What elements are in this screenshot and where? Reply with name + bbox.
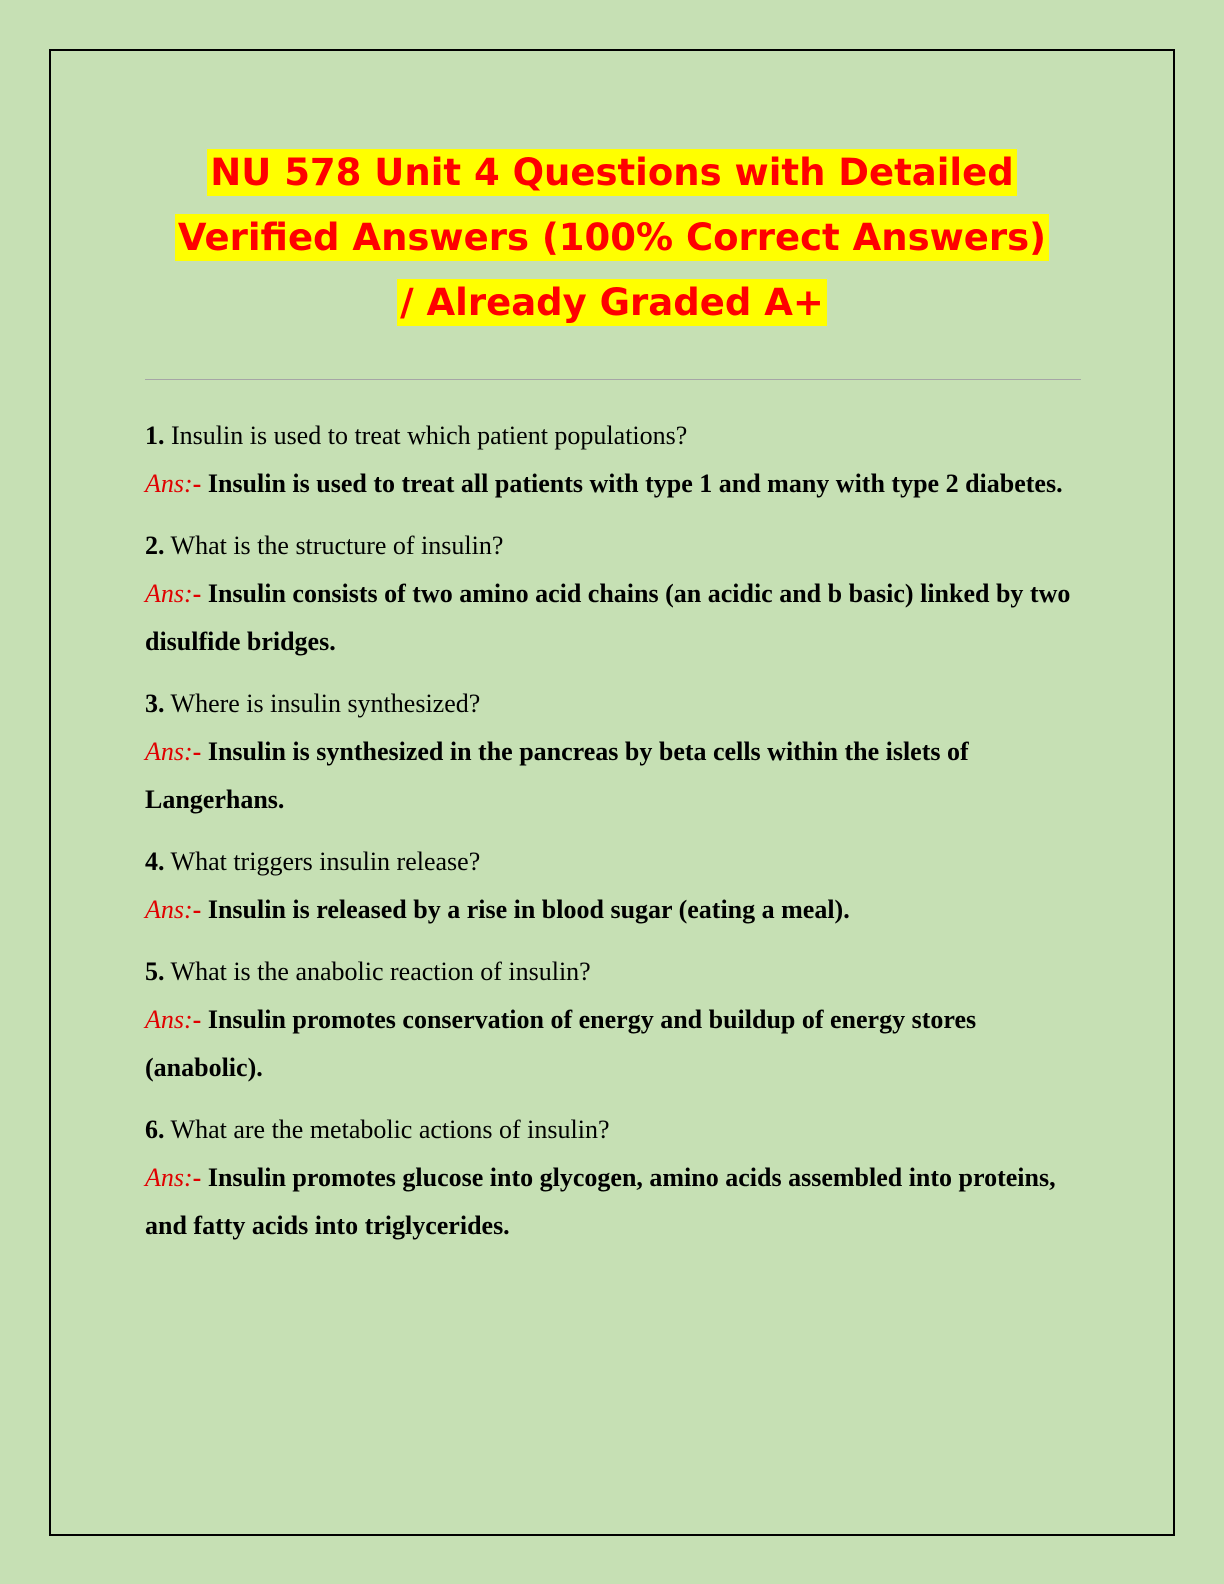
qa-list <box>145 412 1075 1264</box>
answer-text: Insulin consists of two amino acid chains (an acidic and b basic) linked by two disulfide bridges. <box>145 579 1071 656</box>
answer-prefix: Ans: <box>145 469 193 498</box>
title-divider <box>145 379 1081 380</box>
answer-dash: - <box>192 1163 208 1192</box>
answer-dash: - <box>192 737 208 766</box>
question <box>145 522 1075 570</box>
answer <box>145 996 1075 1092</box>
qa-item-6 <box>145 1106 1075 1250</box>
question-text: What is the structure of insulin? <box>164 531 504 560</box>
question <box>145 412 1075 460</box>
qa-item-4 <box>145 838 1075 934</box>
answer-prefix: Ans: <box>145 737 193 766</box>
question-number: 3. <box>145 689 165 718</box>
question <box>145 838 1075 886</box>
answer-dash: - <box>192 895 208 924</box>
answer-prefix: Ans: <box>145 1163 193 1192</box>
question <box>145 1106 1075 1154</box>
answer <box>145 886 1075 934</box>
document-title <box>100 140 1124 335</box>
title-line-3: / Already Graded A+ <box>397 279 827 326</box>
question-number: 1. <box>145 421 165 450</box>
question-number: 5. <box>145 957 165 986</box>
qa-item-2 <box>145 522 1075 666</box>
answer-text: Insulin is synthesized in the pancreas by beta cells within the islets of Langerhans. <box>145 737 969 814</box>
answer <box>145 1154 1075 1250</box>
title-line-1: NU 578 Unit 4 Questions with Detailed <box>207 149 1016 196</box>
answer <box>145 728 1075 824</box>
answer-prefix: Ans: <box>145 1005 193 1034</box>
answer-text: Insulin is released by a rise in blood sugar (eating a meal). <box>207 895 850 924</box>
question-text: What are the metabolic actions of insulin? <box>164 1115 610 1144</box>
question-number: 4. <box>145 847 165 876</box>
qa-item-1 <box>145 412 1075 508</box>
answer-prefix: Ans: <box>145 895 193 924</box>
answer-text: Insulin promotes conservation of energy and buildup of energy stores (anabolic). <box>145 1005 977 1082</box>
answer-text: Insulin promotes glucose into glycogen, amino acids assembled into proteins, and fatty acids into triglycerides. <box>145 1163 1056 1240</box>
answer <box>145 460 1075 508</box>
question <box>145 680 1075 728</box>
question-text: Insulin is used to treat which patient populations? <box>164 421 688 450</box>
question-number: 6. <box>145 1115 165 1144</box>
answer-text: Insulin is used to treat all patients with type 1 and many with type 2 diabetes. <box>207 469 1063 498</box>
answer-prefix: Ans: <box>145 579 193 608</box>
qa-item-3 <box>145 680 1075 824</box>
qa-item-5 <box>145 948 1075 1092</box>
question-text: What is the anabolic reaction of insulin? <box>164 957 591 986</box>
question <box>145 948 1075 996</box>
question-text: What triggers insulin release? <box>164 847 481 876</box>
answer-dash: - <box>192 1005 208 1034</box>
question-text: Where is insulin synthesized? <box>164 689 481 718</box>
title-line-2: Verified Answers (100% Correct Answers) <box>175 214 1049 261</box>
question-number: 2. <box>145 531 165 560</box>
answer-dash: - <box>192 579 208 608</box>
answer <box>145 570 1075 666</box>
answer-dash: - <box>192 469 208 498</box>
